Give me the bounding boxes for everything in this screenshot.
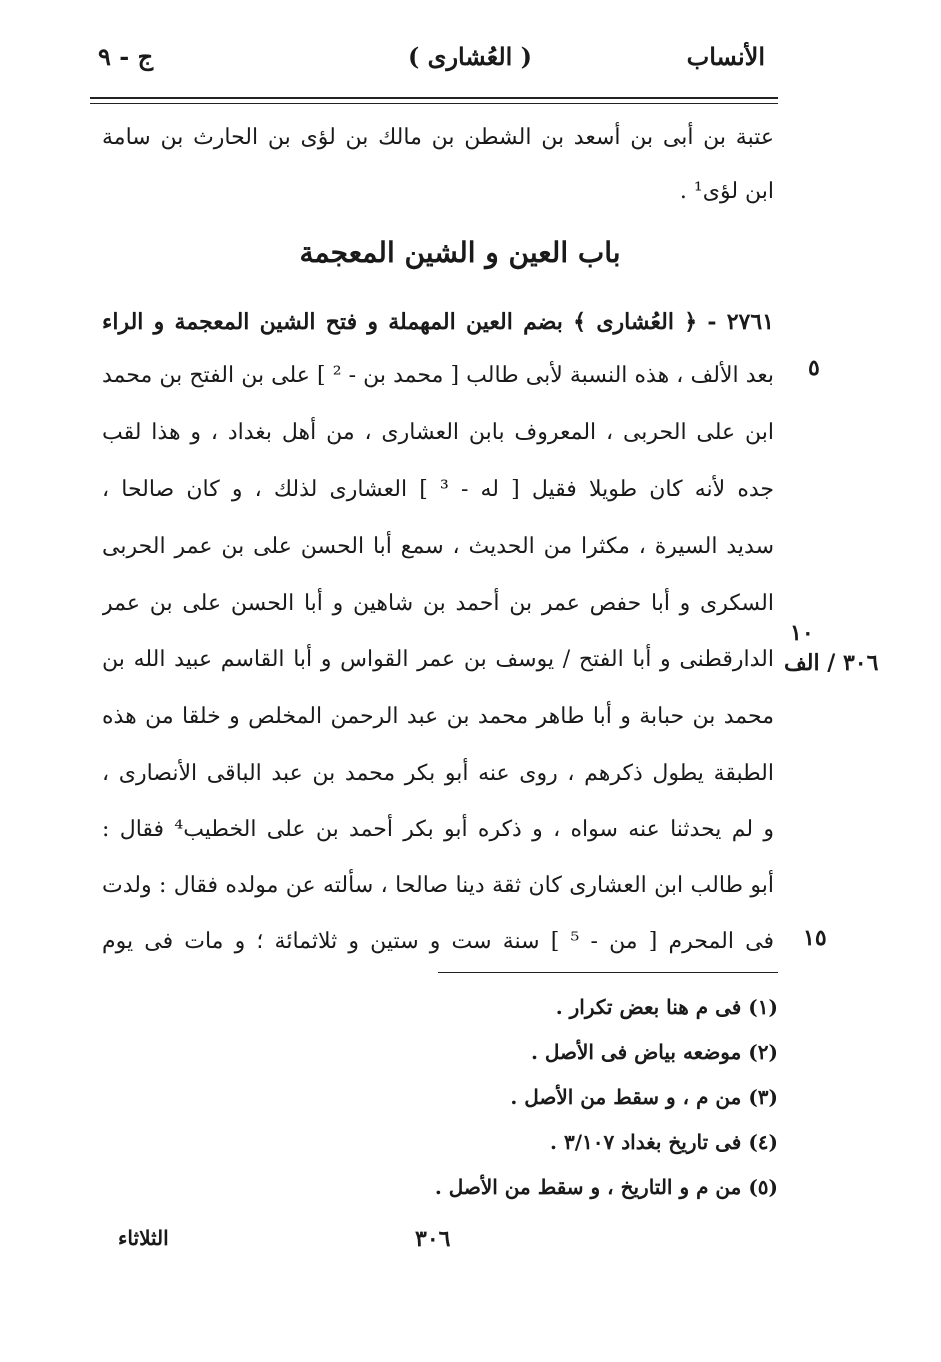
entry-line: و لم يحدثنا عنه سواه ، و ذكره أبو بكر أحمد بن على الخطيب⁴ فقال : (102, 817, 774, 842)
line-number-5: ٥ (808, 355, 820, 381)
footnote: (١) فى م هنا بعض تكرار . (555, 995, 778, 1019)
entry-line: أبو طالب ابن العشارى كان ثقة دينا صالحا ، سألته عن مولده فقال : ولدت (102, 873, 774, 898)
entry-line: جده لأنه كان طويلا فقيل [ له - ³ ] العشارى لذلك ، و كان صالحا ، (102, 477, 774, 502)
footnotes (300, 985, 778, 1210)
entry-line: الدارقطنى و أبا الفتح / يوسف بن عمر القواس و أبا القاسم عبيد الله بن (102, 647, 774, 672)
book-title: الأنساب (686, 42, 765, 71)
header-rule-thin (90, 103, 778, 104)
folio-marker: ٣٠٦ / الف (784, 650, 879, 676)
entry-line: محمد بن حبابة و أبا طاهر محمد بن عبد الرحمن المخلص و خلقا من هذه (102, 704, 774, 729)
body-line: عتبة بن أبى بن أسعد بن الشطن بن مالك بن لؤى بن الحارث بن سامة (102, 125, 774, 150)
entry-line: ٢٧٦١ - ﴿ العُشارى ﴾ بضم العين المهملة و فتح الشين المعجمة و الراء (102, 309, 774, 335)
header-rule-thick (90, 97, 778, 99)
entry-line: السكرى و أبا حفص عمر بن أحمد بن شاهين و أبا الحسن على بن عمر (102, 591, 774, 616)
volume-number: ج - ٩ (98, 42, 154, 71)
entry-line: ابن على الحربى ، المعروف بابن العشارى ، من أهل بغداد ، و هذا لقب (102, 420, 774, 445)
line-number-10: ١٠ (790, 620, 814, 646)
footnote: (٢) موضعه بياض فى الأصل . (530, 1040, 778, 1064)
section-title: ( العُشارى ) (407, 42, 533, 71)
line-number-15: ١٥ (803, 925, 827, 951)
body-line: ابن لؤى¹ . (679, 179, 774, 204)
entry-line: سديد السيرة ، مكثرا من الحديث ، سمع أبا الحسن على بن عمر الحربى (102, 534, 774, 559)
footnote-separator (438, 972, 778, 973)
chapter-heading: باب العين و الشين المعجمة (299, 236, 621, 269)
entry-line: بعد الألف ، هذه النسبة لأبى طالب [ محمد بن - ² ] على بن الفتح بن محمد (102, 363, 774, 388)
entry-line: فى المحرم [ من - ⁵ ] سنة ست و ستين و ثلاثمائة ؛ و مات فى يوم (102, 929, 774, 954)
footnote: (٤) فى تاريخ بغداد ٣/١٠٧ . (550, 1130, 778, 1154)
page-number: ٣٠٦ (415, 1226, 451, 1252)
printer-signature: الثلاثاء (118, 1226, 169, 1250)
footnote: (٥) من م و التاريخ ، و سقط من الأصل . (434, 1175, 778, 1199)
entry-line: الطبقة يطول ذكرهم ، روى عنه أبو بكر محمد بن عبد الباقى الأنصارى ، (102, 761, 774, 786)
footnote: (٣) من م ، و سقط من الأصل . (510, 1085, 778, 1109)
